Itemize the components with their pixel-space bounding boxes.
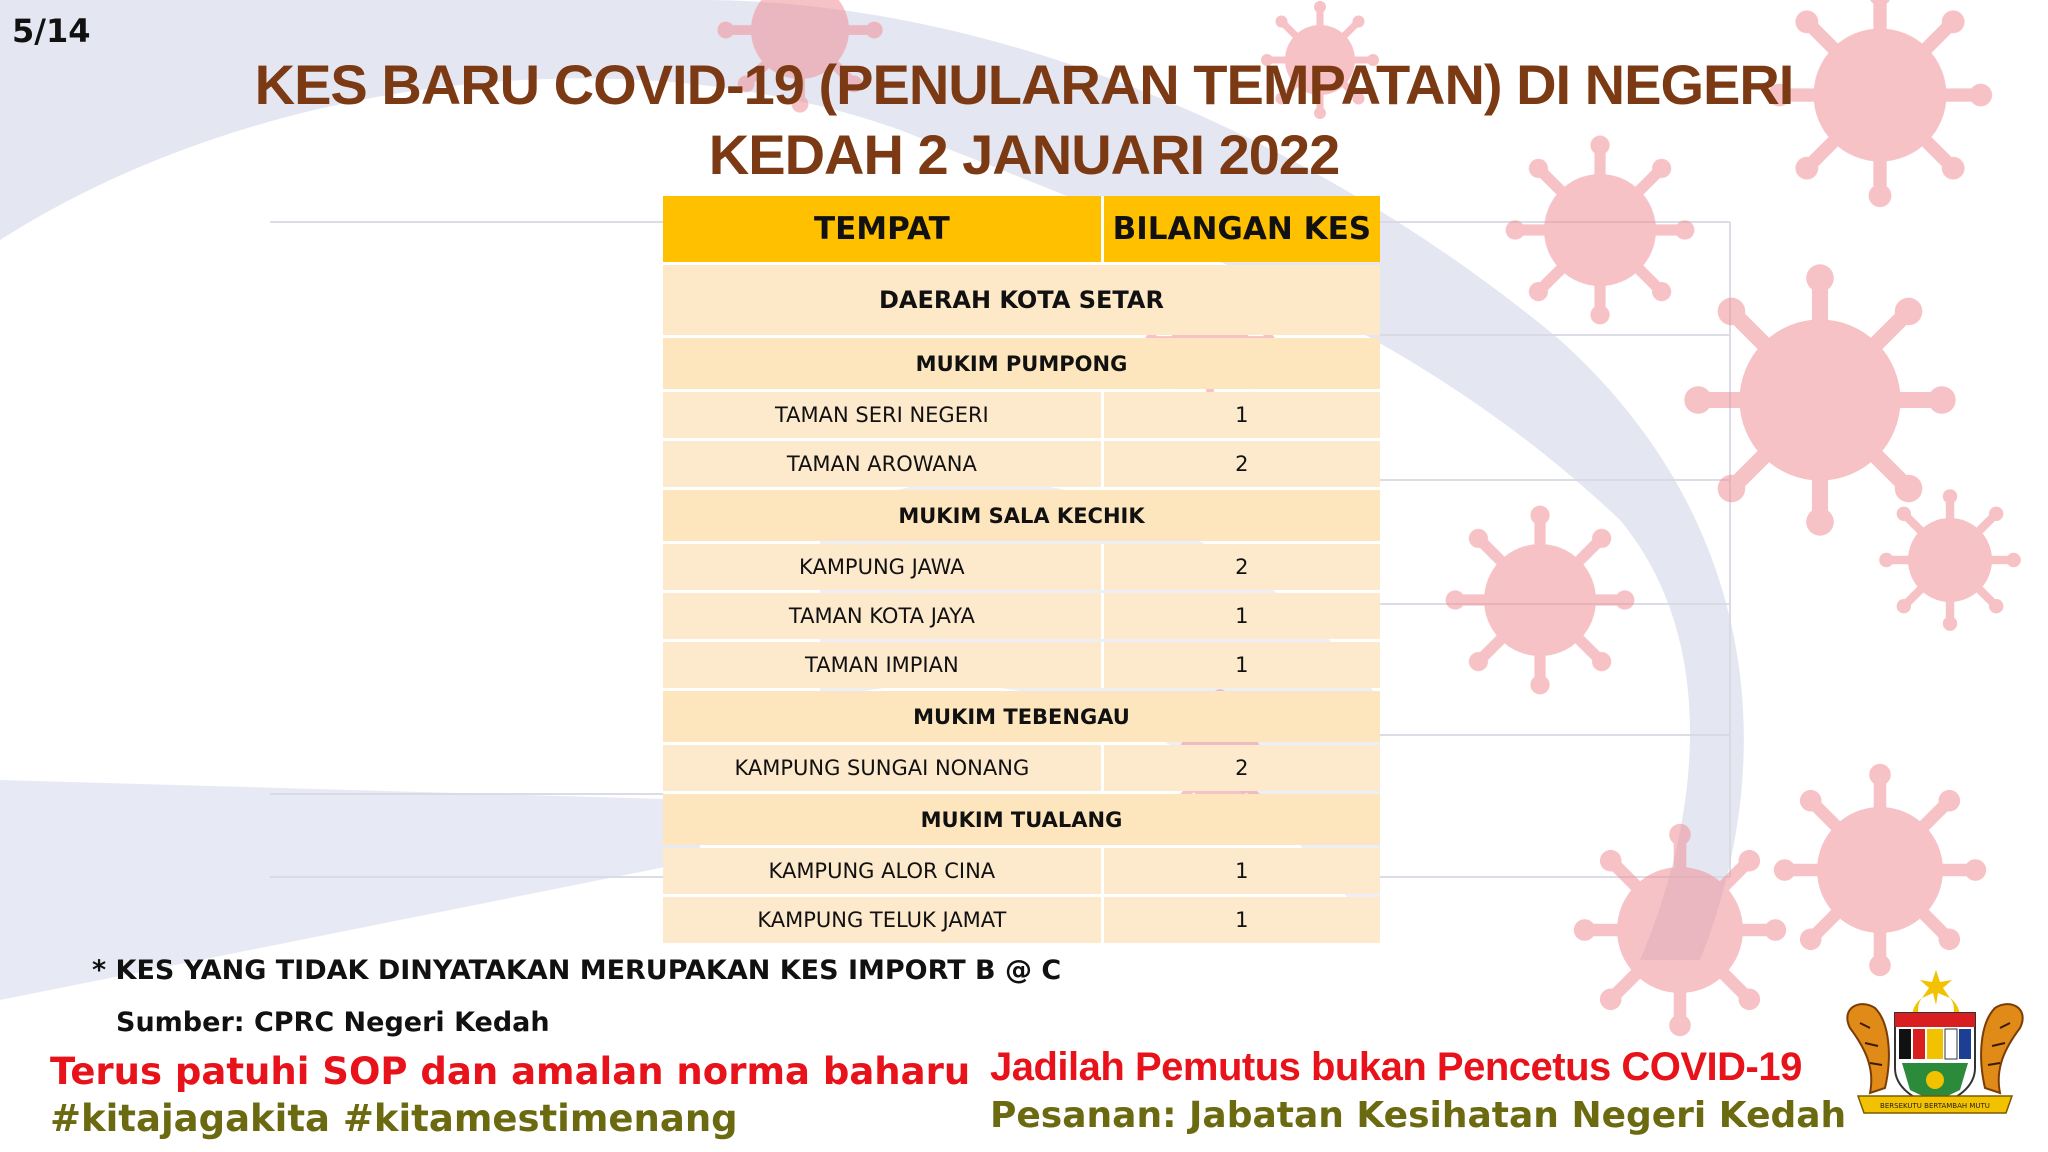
table-row <box>663 848 1380 894</box>
hashtags: #kitajagakita #kitamestimenang <box>50 1097 738 1140</box>
place-name: TAMAN AROWANA <box>663 441 1101 487</box>
table-row <box>663 593 1380 639</box>
case-count: 2 <box>1101 745 1380 791</box>
mukim-name: MUKIM TEBENGAU <box>663 691 1380 742</box>
case-count: 1 <box>1101 848 1380 894</box>
place-name: KAMPUNG JAWA <box>663 544 1101 590</box>
place-name: TAMAN SERI NEGERI <box>663 392 1101 438</box>
header-bilangan-kes: BILANGAN KES <box>1101 196 1380 262</box>
mukim-name: MUKIM TUALANG <box>663 794 1380 845</box>
pesanan-credit: Pesanan: Jabatan Kesihatan Negeri Kedah <box>990 1095 1847 1136</box>
table-header-row <box>663 196 1380 262</box>
case-count: 2 <box>1101 544 1380 590</box>
place-name: KAMPUNG TELUK JAMAT <box>663 897 1101 943</box>
mukim-row <box>663 490 1380 541</box>
district-name: DAERAH KOTA SETAR <box>663 265 1380 335</box>
mukim-row <box>663 338 1380 389</box>
sop-message: Terus patuhi SOP dan amalan norma baharu <box>50 1050 971 1093</box>
case-count: 1 <box>1101 897 1380 943</box>
district-row <box>663 265 1380 335</box>
table-row <box>663 642 1380 688</box>
crest-motto: BERSEKUTU BERTAMBAH MUTU <box>1880 1102 1990 1110</box>
table-row <box>663 544 1380 590</box>
table-row <box>663 897 1380 943</box>
case-count: 1 <box>1101 593 1380 639</box>
mukim-name: MUKIM SALA KECHIK <box>663 490 1380 541</box>
table-row <box>663 441 1380 487</box>
table-row <box>663 745 1380 791</box>
place-name: TAMAN KOTA JAYA <box>663 593 1101 639</box>
case-table <box>663 193 1380 946</box>
place-name: KAMPUNG ALOR CINA <box>663 848 1101 894</box>
mukim-row <box>663 794 1380 845</box>
case-count: 1 <box>1101 392 1380 438</box>
page-number: 5/14 <box>12 12 91 50</box>
slogan: Jadilah Pemutus bukan Pencetus COVID-19 <box>990 1045 1802 1089</box>
malaysia-coat-of-arms-icon <box>1830 968 2040 1118</box>
mukim-name: MUKIM PUMPONG <box>663 338 1380 389</box>
case-count: 1 <box>1101 642 1380 688</box>
case-count: 2 <box>1101 441 1380 487</box>
title-line-2: KEDAH 2 JANUARI 2022 <box>708 123 1340 186</box>
footnote: * KES YANG TIDAK DINYATAKAN MERUPAKAN KES IMPORT B @ C <box>92 955 1062 986</box>
source-credit: Sumber: CPRC Negeri Kedah <box>116 1007 550 1038</box>
mukim-row <box>663 691 1380 742</box>
title-line-1: KES BARU COVID-19 (PENULARAN TEMPATAN) DI NEGERI <box>254 53 1794 116</box>
header-tempat: TEMPAT <box>663 196 1101 262</box>
place-name: TAMAN IMPIAN <box>663 642 1101 688</box>
page-title <box>0 50 2048 190</box>
table-row <box>663 392 1380 438</box>
place-name: KAMPUNG SUNGAI NONANG <box>663 745 1101 791</box>
